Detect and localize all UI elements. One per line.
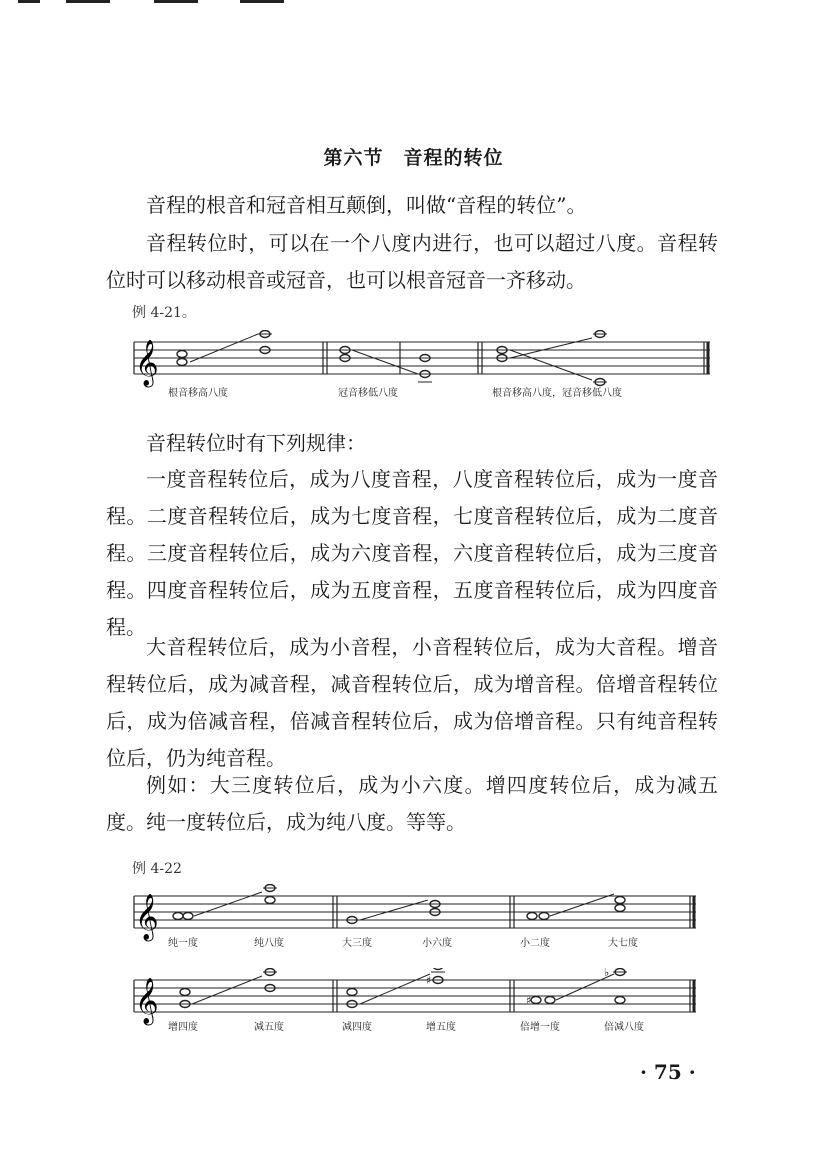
example2-row2-caption-6: 倍减八度: [604, 1022, 644, 1033]
example1-caption-2: 冠音移低八度: [338, 388, 398, 399]
music-example-4-22-row2: [130, 968, 700, 1038]
example2-row1-caption-3: 大三度: [342, 938, 372, 949]
example1-caption-3: 根音移高八度，冠音移低八度: [492, 388, 622, 399]
example2-row1-caption-1: 纯一度: [168, 938, 198, 949]
paragraph-degree-rules: 一度音程转位后，成为八度音程，八度音程转位后，成为一度音程。二度音程转位后，成为七度音程，七度音程转位后，成为二度音程。三度音程转位后，成为六度音程，六度音程转位后，成为三度音程。四度音程转位后，成为五度音程，五度音程转位后，成为四度音程。: [106, 467, 718, 639]
treble-clef-icon: 𝄞: [135, 340, 159, 386]
example1-caption-1: 根音移高八度: [168, 388, 228, 399]
scan-edge-rule: [18, 0, 40, 3]
example2-row2-caption-2: 减五度: [254, 1022, 284, 1033]
example2-row2-caption-5: 倍增一度: [520, 1022, 560, 1033]
paragraph-examples: 例如：大三度转位后，成为小六度。增四度转位后，成为减五度。纯一度转位后，成为纯八度。等等。: [106, 773, 718, 834]
example-label-4-22: 例 4-22: [132, 861, 182, 877]
scan-edge-rule: [66, 0, 110, 3]
flat-icon: ♭: [604, 968, 610, 979]
example2-row1-caption-6: 大七度: [608, 938, 638, 949]
example-label-4-21: 例 4-21。: [132, 305, 196, 321]
sharp-icon: ♯: [526, 994, 532, 1007]
example2-row1-caption-2: 纯八度: [254, 938, 284, 949]
music-example-4-21: [130, 330, 716, 402]
scan-edge-rule: [240, 0, 284, 3]
paragraph-definition: 音程的根音和冠音相互颠倒，叫做“音程的转位”。: [146, 193, 587, 217]
example2-row1-caption-4: 小六度: [422, 938, 452, 949]
paragraph-quality-rules: 大音程转位后，成为小音程，小音程转位后，成为大音程。增音程转位后，成为减音程，减音程转位后，成为增音程。倍增音程转位后，成为倍减音程，倍减音程转位后，成为倍增音程。只有纯音程转位后，仍为纯音程。: [106, 635, 718, 770]
treble-clef-icon: 𝄞: [135, 978, 159, 1024]
paragraph-methods: 音程转位时，可以在一个八度内进行，也可以超过八度。音程转位时可以移动根音或冠音，也可以根音冠音一齐移动。: [106, 231, 718, 292]
music-example-4-22-row1: [130, 884, 700, 954]
staff-lines: [134, 342, 710, 374]
example2-row1-caption-5: 小二度: [520, 938, 550, 949]
section-title: 第六节 音程的转位: [323, 147, 504, 169]
staff-lines: [134, 980, 696, 1012]
example2-row2-caption-1: 增四度: [168, 1022, 198, 1033]
example2-row2-caption-4: 增五度: [426, 1022, 456, 1033]
sharp-icon: ♯: [426, 974, 432, 987]
treble-clef-icon: 𝄞: [135, 894, 159, 940]
page-number: · 75 ·: [640, 1060, 696, 1084]
example2-row2-caption-3: 减四度: [342, 1022, 372, 1033]
scan-edge-rule: [154, 0, 198, 3]
staff-lines: [134, 896, 696, 928]
paragraph-rules-intro: 音程转位时有下列规律：: [146, 431, 366, 455]
